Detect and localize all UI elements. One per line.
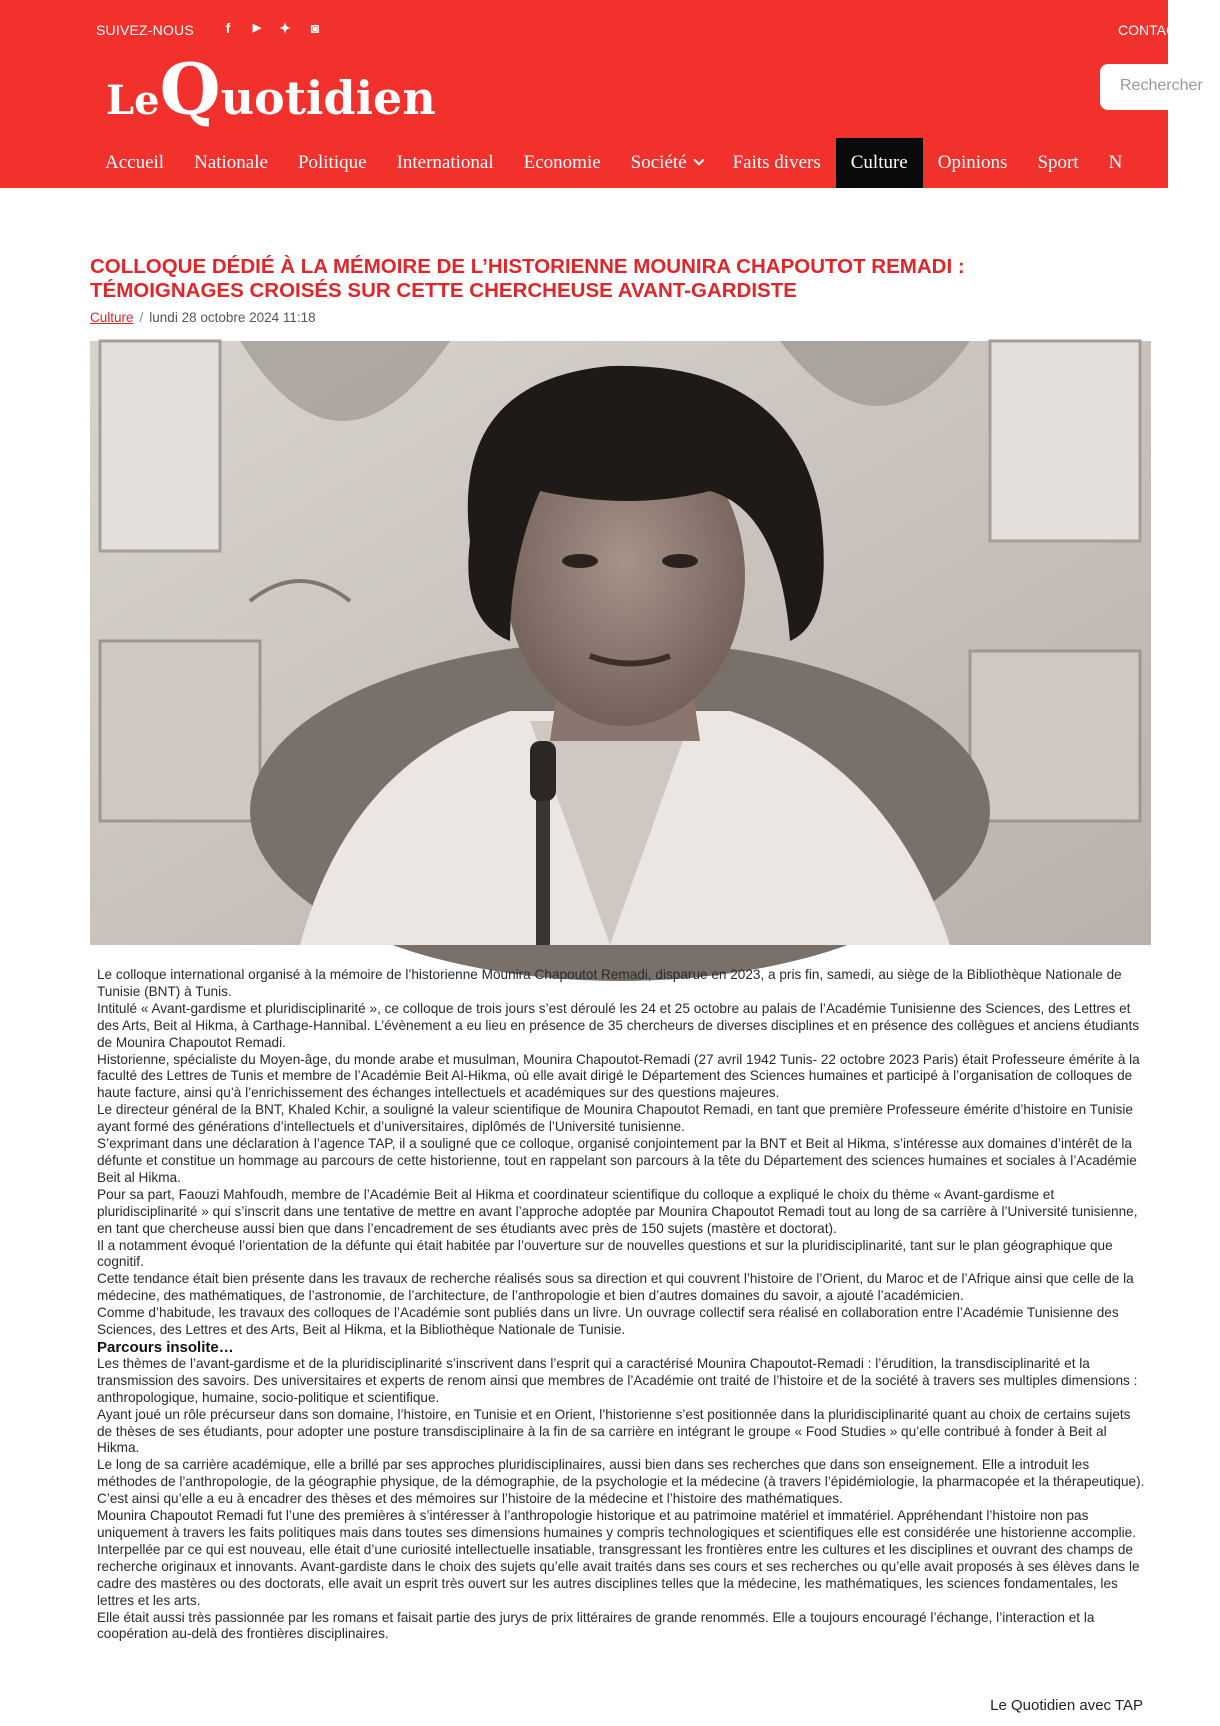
article-source: Le Quotidien avec TAP [990, 1697, 1143, 1714]
logo-le: Le [106, 77, 160, 124]
article-title: COLLOQUE DÉDIÉ À LA MÉMOIRE DE L’HISTORIENNE MOUNIRA CHAPOUTOT REMADI : TÉMOIGNAGES CROISÉS SUR CETTE CHERCHEUSE AVANT-GARDISTE [90, 255, 965, 302]
nav-item-nationale[interactable]: Nationale [194, 152, 268, 173]
article-paragraph: Historienne, spécialiste du Moyen-âge, du monde arabe et musulman, Mounira Chapoutot-Remadi (27 avril 1942 Tunis- 22 octobre 2023 Paris) était Professeure émérite à la faculté des Lettres de Tunis et membre de l’Académie Beit Al-Hikma, où elle avait dirigé le Département des Sciences humaines et participé à l’organisation de colloques de haute facture, ainsi qu’à l’enrichissement des échanges intellectuels et académiques sur des questions majeures. [97, 1051, 1140, 1101]
youtube-icon[interactable]: ▶ [252, 22, 262, 34]
article-photo [90, 341, 1151, 945]
article-body [97, 967, 1147, 1643]
nav-item-politique[interactable]: Politique [297, 152, 367, 173]
article-paragraph: Le directeur général de la BNT, Khaled Kchir, a souligné la valeur scientifique de Mounira Chapoutot Remadi, en tant que première Professeure émérite d’histoire en Tunisie ayant formé des générations d’intellectuels et d’universitaires, diplômés de l’Université tunisienne. [97, 1102, 1133, 1135]
article-subheading: Parcours insolite… [97, 1338, 234, 1356]
nav-item-societe-label: Société [630, 152, 687, 173]
nav-item-more[interactable]: N [1108, 152, 1123, 173]
meta-separator: / [139, 310, 144, 325]
nav-item-sport[interactable]: Sport [1037, 152, 1079, 173]
twitter-icon[interactable]: ✦ [279, 20, 291, 36]
article-paragraph: Le colloque international organisé à la mémoire de l’historienne Mounira Chapoutot Remadi, disparue en 2023, a pris fin, samedi, au siège de la Bibliothèque Nationale de Tunisie (BNT) à Tunis. [97, 967, 1122, 999]
nav-item-international[interactable]: International [396, 152, 494, 173]
article-category-link[interactable]: Culture [90, 310, 134, 325]
article-paragraph: Mounira Chapoutot Remadi fut l’une des premières à s’intéresser à l’anthropologie historique et au patrimoine matériel et immatériel. Appréhendant l’histoire non pas uniquement à travers les faits politiques mais dans toutes ses dimensions humaines y compris technologiques et scientifiques elle est considérée une historienne accomplie. [97, 1508, 1136, 1540]
contact-link[interactable]: CONTACT [1118, 22, 1185, 38]
site-header [0, 0, 1203, 188]
article-paragraph: Le long de sa carrière académique, elle a brillé par ses approches pluridisciplinaires, aussi bien dans ses recherches que dans son enseignement. Elle a introduit les méthodes de l’anthropologie, de la géographie physique, de la démographie, de la psychologie et la médecine (à travers l’épidémiologie, la pharmacopée et la thérapeutique). C’est ainsi qu’elle a eu à encadrer des thèses et des mémoires sur l’histoire de la médecine et l’histoire des mathématiques. [97, 1457, 1145, 1507]
nav-item-economie[interactable]: Economie [523, 152, 601, 173]
article-meta [90, 310, 316, 325]
nav-item-societe[interactable] [616, 138, 718, 188]
facebook-icon[interactable]: f [225, 20, 231, 36]
article-paragraph: Intitulé « Avant-gardisme et pluridisciplinarité », ce colloque de trois jours s’est déroulé les 24 et 25 octobre au palais de l’Académie Tunisienne des Sciences, des Lettres et des Arts, Beit al Hikma, à Carthage-Hannibal. L’évènement a eu lieu en présence de 35 chercheurs de diverses disciplines et en présence des collègues et anciens étudiants de Mounira Chapoutot Remadi. [97, 1000, 1140, 1050]
article-paragraph: Elle était aussi très passionnée par les romans et faisait partie des jurys de prix littéraires de grande renommés. Elle a toujours encouragé l’échange, l’interaction et la coopération au-delà des frontières disciplinaires. [97, 1609, 1095, 1642]
article-paragraph: Comme d’habitude, les travaux des colloques de l’Académie sont publiés dans un livre. Un ouvrage collectif sera réalisé en collaboration entre l’Académie Tunisienne des Sciences, des Lettres et des Arts, Beit al Hikma, et la Bibliothèque Nationale de Tunisie. [97, 1305, 1119, 1338]
search-input[interactable]: Rechercher [1100, 64, 1220, 110]
follow-us-label: SUIVEZ-NOUS [96, 22, 194, 38]
nav-item-accueil[interactable]: Accueil [105, 152, 165, 173]
nav-item-faits-divers[interactable]: Faits divers [732, 152, 821, 173]
article-paragraph: Les thèmes de l’avant-gardisme et de la pluridisciplinarité s’inscrivent dans l’esprit qui a caractérisé Mounira Chapoutot-Remadi : l’érudition, la transdisciplinarité et la transmission des savoirs. Des universitaires et experts de renom ainsi que membres de l’Académie ont traité de l’histoire et de la société à travers ses multiples dimensions : anthropologique, humaine, socio-politique et scientifique. [97, 1355, 1138, 1405]
article-paragraph: Pour sa part, Faouzi Mahfoudh, membre de l’Académie Beit al Hikma et coordinateur scientifique du colloque a expliqué le choix du thème « Avant-gardisme et pluridisciplinarité » qui s’inscrit dans une tentative de mettre en avant l’approche adoptée par Mounira Chapoutot Remadi tout au long de sa carrière à l’Université tunisienne, en tant que chercheuse aussi bien que dans l’encadrement de ses étudiants avec près de 150 sujets (mastère et doctorat). [97, 1186, 1138, 1236]
article-paragraph: Il a notamment évoqué l’orientation de la défunte qui était habitée par l’ouverture sur de nouvelles questions et sur la pluridisciplinarité, tant sur le plan géographique que cognitif. [97, 1237, 1113, 1270]
article-paragraph: Cette tendance était bien présente dans les travaux de recherche réalisés sous sa direction et qui couvrent l’histoire de l’Orient, du Maroc et de l’Afrique ainsi que celle de la médecine, des mathématiques, de l’astronomie, de l’architecture, de l’anthropologie et bien d’autres domaines du savoir, a ajouté l’académicien. [97, 1271, 1134, 1304]
logo-q: Q [159, 48, 221, 131]
portrait-illustration [90, 341, 1151, 945]
chevron-down-icon [693, 154, 704, 165]
logo-rest: uotidien [220, 71, 436, 125]
main-nav [90, 138, 1137, 188]
article-date: lundi 28 octobre 2024 11:18 [149, 310, 316, 325]
instagram-icon[interactable]: ◙ [310, 20, 320, 36]
site-logo[interactable] [106, 48, 436, 131]
nav-item-culture[interactable]: Culture [836, 138, 923, 188]
article-paragraph: Ayant joué un rôle précurseur dans son domaine, l’histoire, en Tunisie et en Orient, l’historienne s’est positionnée dans la pluridisciplinarité quant au choix de certains sujets de thèses de ses étudiants, pour adopter une posture transdisciplinaire à la fin de sa carrière en intégrant le groupe « Food Studies » qu’elle contribué à fonder à Beit al Hikma. [97, 1406, 1131, 1456]
article-paragraph: S’exprimant dans une déclaration à l’agence TAP, il a souligné que ce colloque, organisé conjointement par la BNT et Beit al Hikma, s’intéresse aux domaines d’intérêt de la défunte et constitue un hommage au parcours de cette historienne, tout en rappelant son parcours à la tête du Département des sciences humaines et sociales à l’Académie Beit al Hikma. [97, 1136, 1137, 1185]
article-paragraph: Interpellée par ce qui est nouveau, elle était d’une curiosité intellectuelle insatiable, transgressant les frontières entre les cultures et les disciplines et ouvrant des champs de recherche originaux et innovants. Avant-gardiste dans le choix des sujets qu’elle avait traités dans ses cours et ses recherches ou qu’elle avait proposés à ses élèves dans le cadre des mastères ou des doctorats, elle avait un esprit très ouvert sur les autres disciplines telles que la médecine, les mathématiques, les sciences fondamentales, les lettres et les arts. [97, 1541, 1140, 1608]
nav-item-opinions[interactable]: Opinions [937, 152, 1008, 173]
